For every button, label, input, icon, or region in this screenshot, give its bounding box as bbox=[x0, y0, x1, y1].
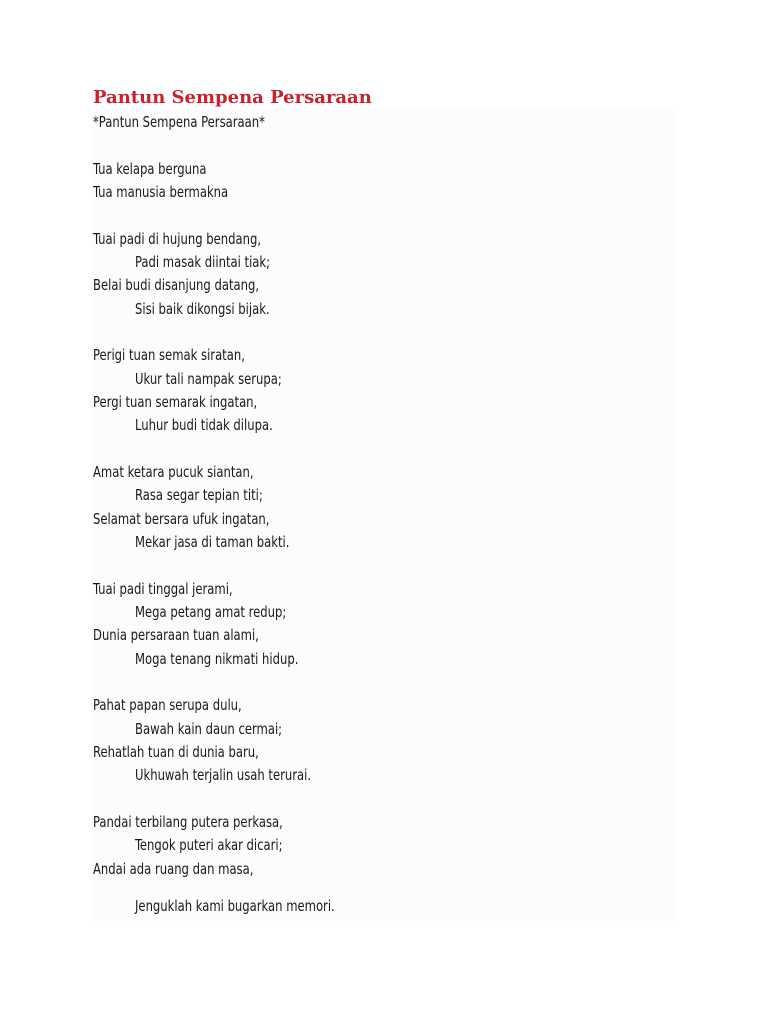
stanza-2-line-4: Luhur budi tidak dilupa. bbox=[135, 416, 273, 434]
document-title: Pantun Sempena Persaraan bbox=[93, 87, 372, 108]
stanza-5-line-4: Ukhuwah terjalin usah terurai. bbox=[135, 766, 312, 784]
stanza-4-line-1: Tuai padi tinggal jerami, bbox=[93, 580, 233, 598]
stanza-3-line-2: Rasa segar tepian titi; bbox=[135, 486, 263, 504]
poem-textbox bbox=[91, 110, 676, 921]
stanza-5-line-3: Rehatlah tuan di dunia baru, bbox=[93, 743, 259, 761]
stanza-6-line-3: Andai ada ruang dan masa, bbox=[93, 860, 254, 878]
stanza-2-line-3: Pergi tuan semarak ingatan, bbox=[93, 393, 258, 411]
stanza-6-line-4: Jenguklah kami bugarkan memori. bbox=[135, 897, 335, 915]
stanza-1-line-1: Tuai padi di hujung bendang, bbox=[93, 230, 262, 248]
stanza-3-line-4: Mekar jasa di taman bakti. bbox=[135, 533, 290, 551]
stanza-1-line-3: Belai budi disanjung datang, bbox=[93, 276, 260, 294]
stanza-6-line-2: Tengok puteri akar dicari; bbox=[135, 836, 283, 854]
stanza-6-line-1: Pandai terbilang putera perkasa, bbox=[93, 813, 283, 831]
poem-heading-line: *Pantun Sempena Persaraan* bbox=[93, 113, 265, 131]
stanza-4-line-3: Dunia persaraan tuan alami, bbox=[93, 626, 259, 644]
intro-line: Tua manusia bermakna bbox=[93, 183, 229, 201]
stanza-4-line-4: Moga tenang nikmati hidup. bbox=[135, 650, 299, 668]
stanza-4-line-2: Mega petang amat redup; bbox=[135, 603, 287, 621]
intro-line: Tua kelapa berguna bbox=[93, 160, 207, 178]
stanza-5-line-1: Pahat papan serupa dulu, bbox=[93, 696, 242, 714]
stanza-3-line-3: Selamat bersara ufuk ingatan, bbox=[93, 510, 270, 528]
stanza-1-line-4: Sisi baik dikongsi bijak. bbox=[135, 300, 270, 318]
stanza-2-line-2: Ukur tali nampak serupa; bbox=[135, 370, 282, 388]
stanza-1-line-2: Padi masak diintai tiak; bbox=[135, 253, 271, 271]
stanza-5-line-2: Bawah kain daun cermai; bbox=[135, 720, 283, 738]
stanza-3-line-1: Amat ketara pucuk siantan, bbox=[93, 463, 254, 481]
stanza-2-line-1: Perigi tuan semak siratan, bbox=[93, 346, 245, 364]
